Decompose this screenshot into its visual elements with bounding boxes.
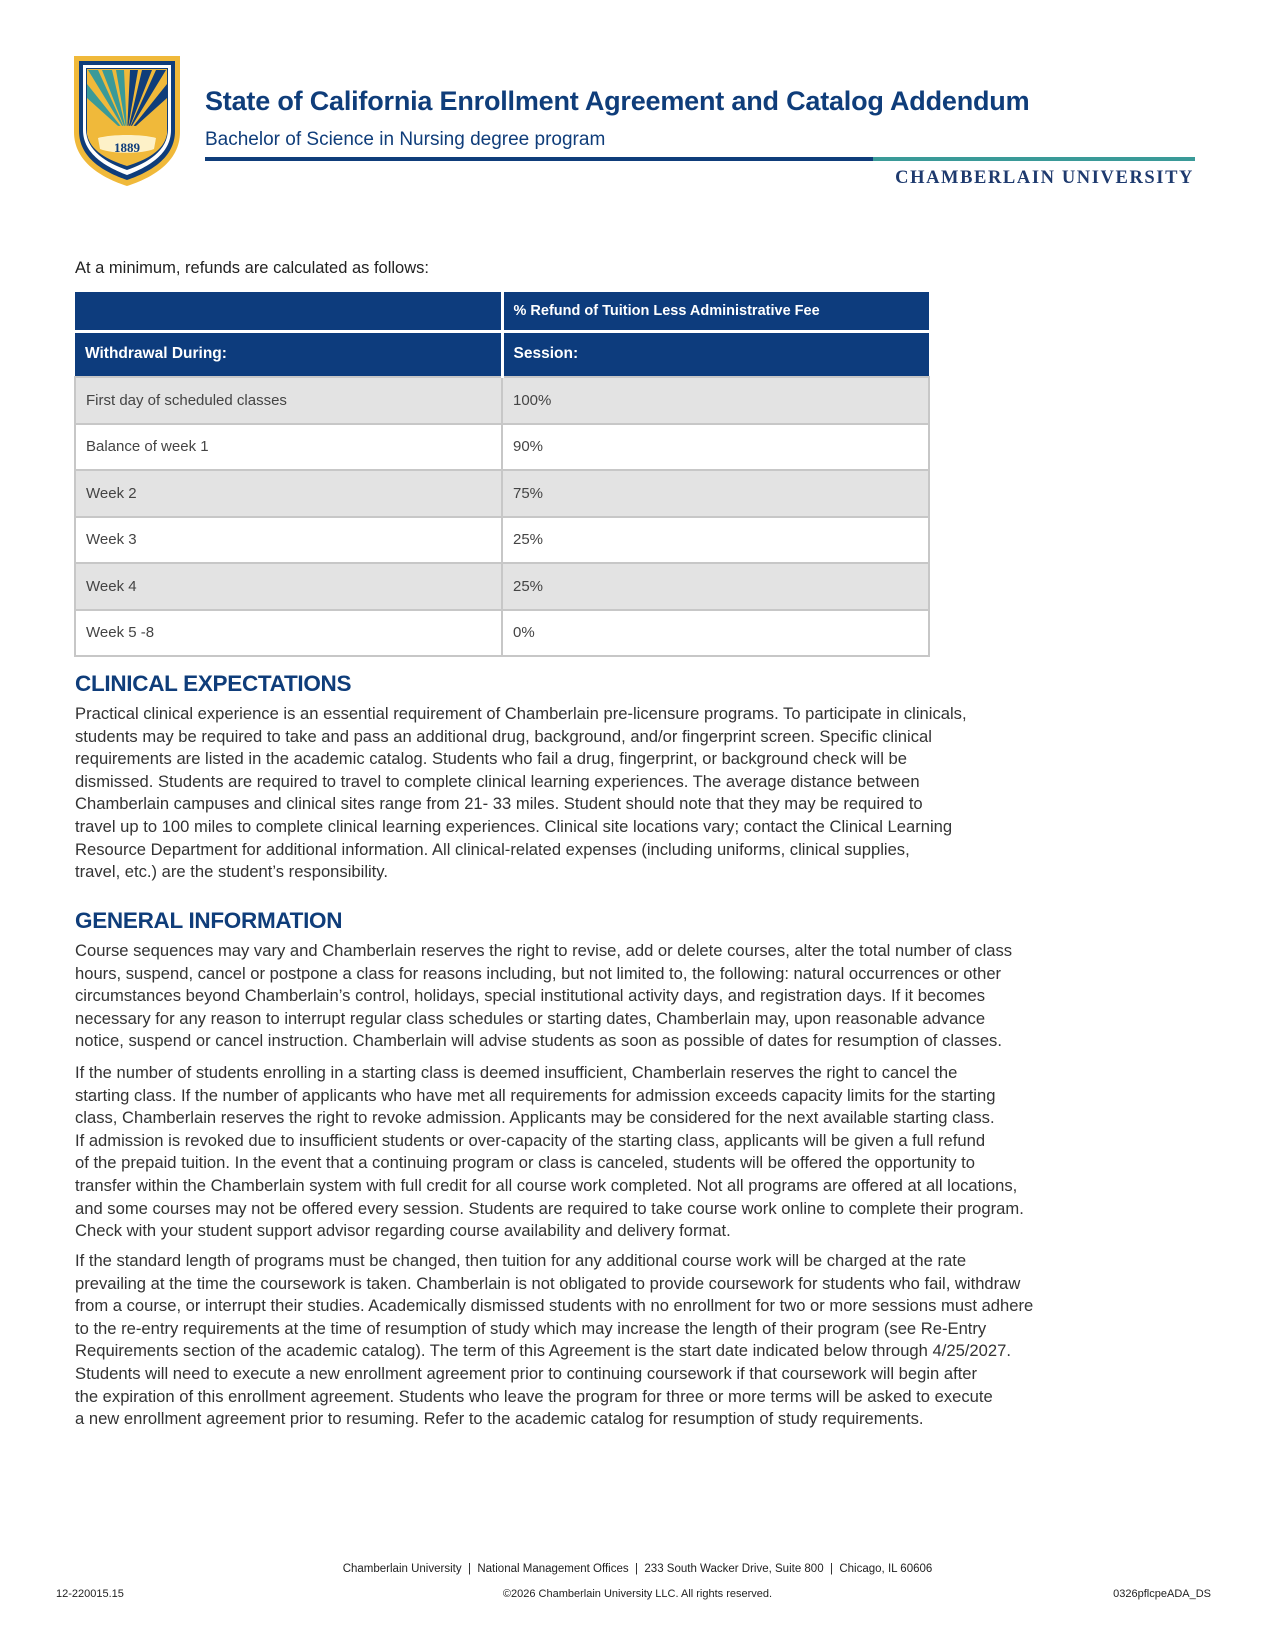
withdrawal-period: Balance of week 1 [75,424,502,471]
refund-percent: 100% [502,377,929,424]
footer-address: Chamberlain University | National Management Offices | 233 South Wacker Drive, Suite 800 | Chicago, IL 60606 [342,1563,933,1575]
text-line: necessary for any reason to interrupt regular class schedules or starting dates, Chamberlain may, upon reasonable advance [75,1008,986,1028]
clinical-expectations-heading: CLINICAL EXPECTATIONS [75,671,352,696]
withdrawal-period: Week 2 [75,470,502,517]
text-line: of the prepaid tuition. In the event that a continuing program or class is canceled, students will be offered the opportunity to [75,1153,975,1173]
table-row [75,470,929,517]
text-line: hours, suspend, cancel or postpone a class for reasons including, but not limited to, the following: natural occurrences or other [75,963,1002,983]
table-row [75,563,929,610]
refund-percent: 25% [502,517,929,564]
text-line: transfer within the Chamberlain system with full credit for all course work completed. Not all programs are offered at all locations, [75,1175,1018,1195]
footer-copyright: ©2026 Chamberlain University LLC. All rights reserved. [502,1588,773,1600]
general-info-paragraph-3 [75,1250,1185,1431]
footer-document-number: 12-220015.15 [56,1588,124,1600]
text-line: Check with your student support advisor regarding course availability and delivery format. [75,1221,731,1241]
crest-year: 1889 [114,140,140,155]
table-header-session: Session: [502,331,929,377]
table-row [75,424,929,471]
text-line: Requirements section of the academic catalog). The term of this Agreement is the start date indicated below through 4/25/2027. [75,1341,1011,1361]
text-line: travel, etc.) are the student’s responsibility. [75,862,388,882]
text-line: Course sequences may vary and Chamberlain reserves the right to revise, add or delete courses, alter the total number of class [75,941,1013,960]
header-divider-navy [205,157,873,161]
table-row [75,517,929,564]
refund-percent: 90% [502,424,929,471]
text-line: If admission is revoked due to insufficient students or over-capacity of the starting class, applicants will be given a full refund [75,1130,986,1150]
text-line: to the re-entry requirements at the time of resumption of study which may increase the length of their program (see Re-Entry [75,1318,987,1338]
text-line: Chamberlain campuses and clinical sites range from 21- 33 miles. Student should note that they may be required to [75,794,923,814]
general-information-heading: GENERAL INFORMATION [75,908,343,933]
general-info-paragraph-2 [75,1062,1185,1243]
refund-percent: 75% [502,470,929,517]
text-line: prevailing at the time the coursework is taken. Chamberlain is not obligated to provide coursework for students who fail, withdraw [75,1273,1021,1293]
table-row [75,377,929,424]
header-divider-teal [873,157,1195,161]
general-info-paragraph-1 [75,940,1185,1053]
table-header-withdrawal: Withdrawal During: [75,331,502,377]
document-subtitle: Bachelor of Science in Nursing degree program [205,129,606,150]
table-header-cell [75,292,502,331]
text-line: Students will need to execute a new enrollment agreement prior to continuing coursework if that coursework will begin after [75,1363,978,1383]
university-crest-logo [72,54,182,188]
text-line: notice, suspend or cancel instruction. Chamberlain will advise students as soon as possible of dates for resumption of classes. [75,1031,1002,1051]
text-line: students may be required to take and pass an additional drug, background, and/or fingerprint screen. Specific clinical [75,726,932,746]
text-line: requirements are listed in the academic catalog. Students who fail a drug, fingerprint, or background check will be [75,749,907,769]
text-line: the expiration of this enrollment agreement. Students who leave the program for three or more terms will be asked to execute [75,1386,993,1406]
table-row [75,610,929,657]
clinical-expectations-paragraph [75,703,1185,884]
text-line: dismissed. Students are required to travel to complete clinical learning experiences. The average distance between [75,771,920,791]
text-line: Practical clinical experience is an essential requirement of Chamberlain pre-licensure programs. To participate in clinicals, [75,704,967,723]
text-line: from a course, or interrupt their studies. Academically dismissed students with no enrollment for two or more sessions must adhere [75,1296,1034,1316]
table-header-row [75,331,929,377]
shield-icon [72,54,182,188]
withdrawal-period: First day of scheduled classes [75,377,502,424]
text-line: If the number of students enrolling in a starting class is deemed insufficient, Chamberlain reserves the right to cancel the [75,1063,958,1082]
text-line: circumstances beyond Chamberlain’s control, holidays, special institutional activity days, and registration days. If it becomes [75,986,986,1006]
refund-percent: 25% [502,563,929,610]
table-header-refund-percent: % Refund of Tuition Less Administrative Fee [502,292,929,331]
text-line: a new enrollment agreement prior to resuming. Refer to the academic catalog for resumption of study requirements. [75,1409,924,1429]
text-line: class, Chamberlain reserves the right to revoke admission. Applicants may be considered for the next available starting class. [75,1108,995,1128]
university-wordmark: CHAMBERLAIN UNIVERSITY [895,168,1194,188]
text-line: travel up to 100 miles to complete clinical learning experiences. Clinical site locations vary; contact the Clinical Learning [75,816,953,836]
refund-table [74,292,930,657]
document-title: State of California Enrollment Agreement and Catalog Addendum [205,86,1030,116]
refund-intro-text: At a minimum, refunds are calculated as follows: [75,259,429,277]
refund-percent: 0% [502,610,929,657]
table-header-row [75,292,929,331]
text-line: Resource Department for additional information. All clinical-related expenses (including uniforms, clinical supplies, [75,839,910,859]
text-line: starting class. If the number of applicants who have met all requirements for admission exceeds capacity limits for the starting [75,1085,996,1105]
footer-form-code: 0326pflcpeADA_DS [1113,1588,1211,1600]
text-line: and some courses may not be offered every session. Students are required to take course work online to complete their program. [75,1198,1024,1218]
withdrawal-period: Week 5 -8 [75,610,502,657]
text-line: If the standard length of programs must be changed, then tuition for any additional course work will be charged at the rate [75,1251,967,1270]
withdrawal-period: Week 4 [75,563,502,610]
withdrawal-period: Week 3 [75,517,502,564]
